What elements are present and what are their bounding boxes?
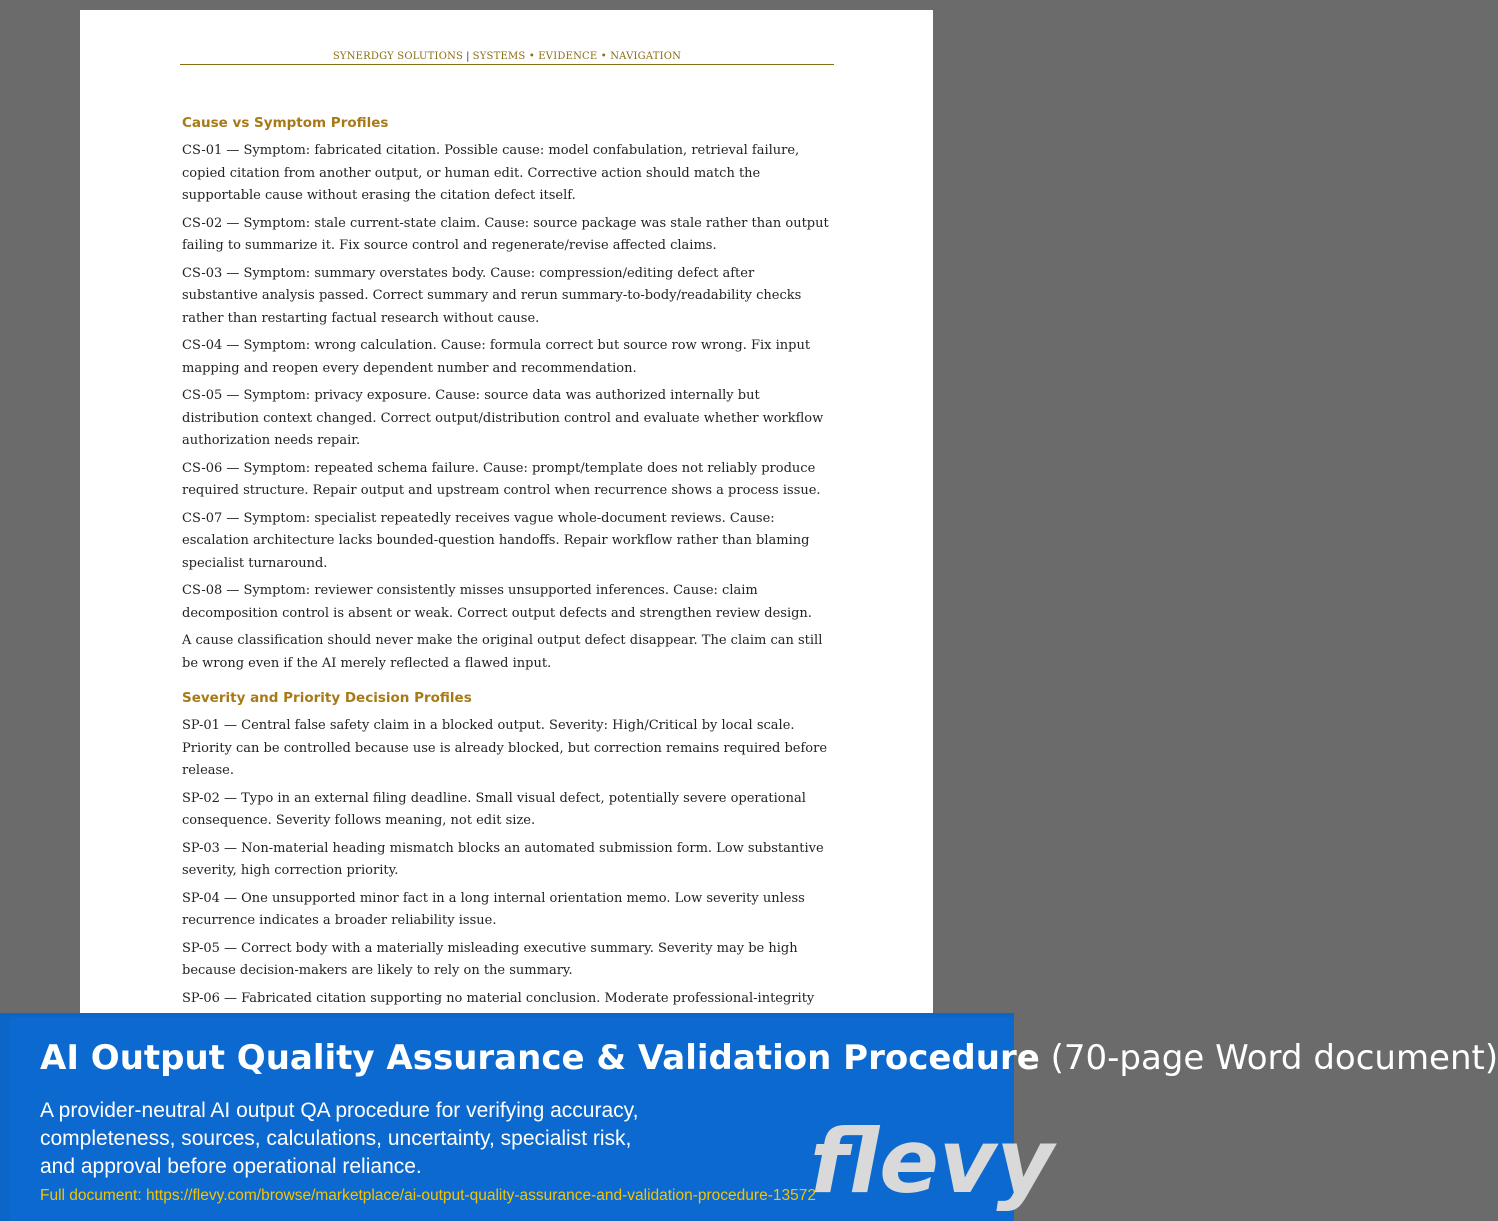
section-title-cause-vs-symptom: Cause vs Symptom Profiles — [182, 115, 389, 131]
full-document-link[interactable]: Full document: https://flevy.com/browse/marketplace/ai-output-quality-assurance-and-validation-procedure-13572 — [40, 1187, 816, 1204]
header-company: SYNERDGY SOLUTIONS — [332, 51, 464, 62]
paragraph-sp-06: SP-06 — Fabricated citation supporting no material conclusion. Moderate professional-integrity — [182, 990, 815, 1006]
flevy-logo[interactable] — [806, 1104, 1054, 1213]
paragraph-sp-04: SP-04 — One unsupported minor fact in a long internal orientation memo. Low severity unless recurrence indicates a broader reliability issue. — [182, 890, 805, 928]
running-header — [180, 51, 834, 62]
banner-page-count: (70-page Word document) — [1050, 1038, 1498, 1078]
document-page — [80, 10, 933, 1020]
paragraph-cs-04: CS-04 — Symptom: wrong calculation. Cause: formula correct but source row wrong. Fix input mapping and reopen every dependent number and recommendation. — [182, 338, 811, 376]
header-rule — [180, 64, 834, 65]
paragraph-cs-01: CS-01 — Symptom: fabricated citation. Possible cause: model confabulation, retrieval failure, copied citation from another output, or human edit. Corrective action should match the supportable cause without erasing the citation defect itself. — [182, 143, 800, 203]
header-nav: SYSTEMS • EVIDENCE • NAVIGATION — [472, 51, 682, 62]
banner-title-text: AI Output Quality Assurance & Validation Procedure — [40, 1038, 1040, 1078]
paragraph-cause-note: A cause classification should never make the original output defect disappear. The claim can still be wrong even if the AI merely reflected a flawed input. — [182, 633, 823, 671]
paragraph-cs-07: CS-07 — Symptom: specialist repeatedly receives vague whole-document reviews. Cause: escalation architecture lacks bounded-question handoffs. Repair workflow rather than blaming specialist turnaround. — [182, 510, 810, 571]
paragraph-sp-03: SP-03 — Non-material heading mismatch blocks an automated submission form. Low substantive severity, high correction priority. — [182, 840, 824, 878]
paragraph-sp-05: SP-05 — Correct body with a materially misleading executive summary. Severity may be high because decision-makers are likely to rely on the summary. — [182, 940, 798, 978]
document-content — [182, 112, 832, 1038]
section-title-severity-priority: Severity and Priority Decision Profiles — [182, 690, 472, 706]
paragraph-cs-03: CS-03 — Symptom: summary overstates body. Cause: compression/editing defect after substantive analysis passed. Correct summary and rerun summary-to-body/readability checks rather than restarting factual research without cause. — [182, 265, 802, 326]
paragraph-cs-08: CS-08 — Symptom: reviewer consistently misses unsupported inferences. Cause: claim decomposition control is absent or weak. Correct output defects and strengthen review design. — [182, 583, 812, 621]
paragraph-cs-02: CS-02 — Symptom: stale current-state claim. Cause: source package was stale rather than output failing to summarize it. Fix source control and regenerate/revise affected claims. — [182, 215, 829, 253]
flevy-logo-text: flevy — [810, 1110, 1054, 1213]
header-separator: | — [466, 51, 470, 62]
banner-title — [40, 1038, 1498, 1078]
paragraph-cs-05: CS-05 — Symptom: privacy exposure. Cause: source data was authorized internally but distribution context changed. Correct output/distribution control and evaluate whether workflow authorization needs repair. — [182, 388, 824, 448]
paragraph-sp-02: SP-02 — Typo in an external filing deadline. Small visual defect, potentially severe operational consequence. Severity follows meaning, not edit size. — [182, 790, 806, 828]
banner-description: A provider-neutral AI output QA procedure for verifying accuracy, completeness, sources, calculations, uncertainty, specialist risk, and approval before operational reliance. — [40, 1099, 639, 1178]
paragraph-sp-01: SP-01 — Central false safety claim in a blocked output. Severity: High/Critical by local scale. Priority can be controlled because use is already blocked, but correction remains required before release. — [182, 718, 828, 778]
paragraph-cs-06: CS-06 — Symptom: repeated schema failure. Cause: prompt/template does not reliably produce required structure. Repair output and upstream control when recurrence shows a process issue. — [182, 460, 821, 498]
